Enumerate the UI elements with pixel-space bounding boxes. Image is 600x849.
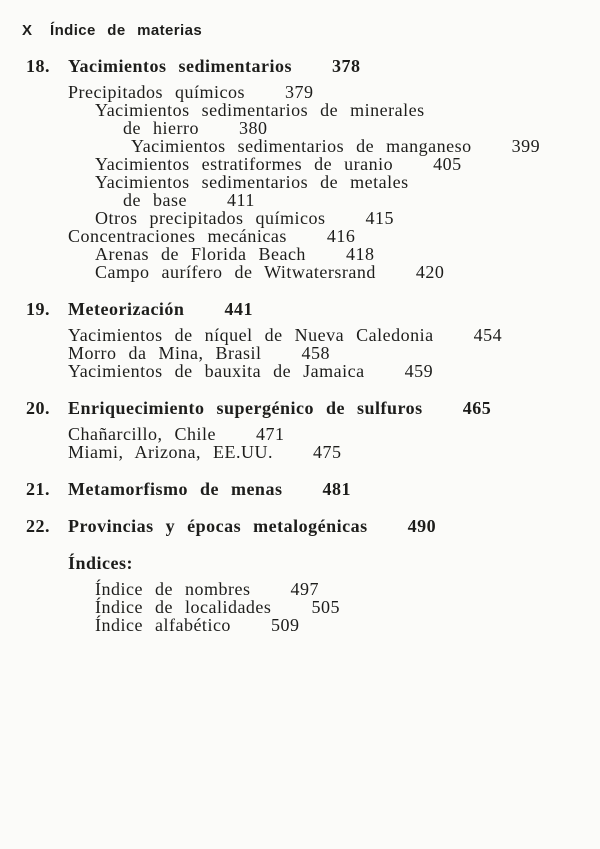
toc-entry-text: Precipitados químicos	[68, 82, 245, 102]
toc-entry-text: Otros precipitados químicos	[95, 208, 326, 228]
toc-page-number: 405	[433, 154, 462, 174]
toc-page-number: 481	[322, 479, 351, 499]
toc-entry-line	[0, 326, 600, 344]
toc-page-number: 475	[312, 442, 342, 462]
toc-entry-text: Índice de nombres	[95, 579, 251, 599]
toc-page-number: 454	[473, 325, 503, 345]
toc-chapter-number: 22.	[26, 516, 50, 536]
toc-chapter-line	[0, 480, 600, 498]
toc-entry-text: Yacimientos estratiformes de uranio	[95, 154, 394, 174]
toc-entry-text: de hierro	[123, 118, 199, 138]
toc-entry-text: Yacimientos de níquel de Nueva Caledonia	[68, 325, 434, 345]
toc-page-number: 380	[238, 118, 268, 138]
toc-entry-line	[0, 173, 600, 191]
toc-subheading-text: Índices:	[68, 553, 134, 573]
running-head	[22, 22, 202, 39]
toc-entry-text: Meteorización	[68, 299, 185, 319]
toc-entry-text: Campo aurífero de Witwatersrand	[95, 262, 376, 282]
toc-entry-line	[0, 425, 600, 443]
toc-page-number: 379	[284, 82, 314, 102]
toc-entry-text: Concentraciones mecánicas	[68, 226, 287, 246]
toc-entry-text: de base	[123, 190, 187, 210]
toc-chapter-line	[0, 57, 600, 75]
toc-chapter-number: 18.	[26, 56, 50, 76]
toc-page-number: 378	[331, 56, 361, 76]
toc-page-number: 459	[404, 361, 434, 381]
toc-page-number: 441	[224, 299, 253, 319]
toc-entry-line	[0, 227, 600, 245]
toc-page-number: 416	[326, 226, 356, 246]
toc-entry-line	[0, 245, 600, 263]
toc-entry-line	[0, 155, 600, 173]
toc-chapter-line	[0, 399, 600, 417]
toc-entry-text: Yacimientos de bauxita de Jamaica	[68, 361, 365, 381]
running-head-title: Índice de materias	[50, 22, 203, 39]
toc-entry-text: Yacimientos sedimentarios	[68, 56, 292, 76]
toc-entry-text: Índice de localidades	[95, 597, 272, 617]
toc-entry-text: Yacimientos sedimentarios de manganeso	[131, 136, 472, 156]
toc-entry-line	[0, 616, 600, 634]
toc-chapter-number: 20.	[26, 398, 50, 418]
toc-entry-text: Enriquecimiento supergénico de sulfuros	[68, 398, 423, 418]
toc-page-number: 415	[365, 208, 394, 228]
toc-entry-line	[0, 83, 600, 101]
toc-entry-text: Morro da Mina, Brasil	[68, 343, 262, 363]
toc-entry-line	[0, 209, 600, 227]
toc-entry-line	[0, 443, 600, 461]
toc-entry-text: Yacimientos sedimentarios de metales	[95, 172, 409, 192]
toc-page-number: 509	[270, 615, 300, 635]
toc-page-number: 471	[255, 424, 285, 444]
toc-page-number: 505	[311, 597, 340, 617]
toc-page-number: 399	[511, 136, 541, 156]
toc-page-number: 411	[226, 190, 255, 210]
toc-page-number: 497	[290, 579, 319, 599]
toc-chapter-number: 21.	[26, 479, 50, 499]
toc-entry-line	[0, 598, 600, 616]
toc-entry-line	[0, 362, 600, 380]
toc-continuation-line	[0, 119, 600, 137]
toc-entry-line	[0, 580, 600, 598]
toc-entry-line	[0, 263, 600, 281]
toc-entry-line	[0, 101, 600, 119]
toc-subheading-line	[0, 554, 600, 572]
toc-page-number: 465	[462, 398, 492, 418]
toc-entry-text: Miami, Arizona, EE.UU.	[68, 442, 273, 462]
toc-page-number: 490	[407, 516, 437, 536]
toc-page-number: 418	[345, 244, 375, 264]
toc-entry-text: Provincias y épocas metalogénicas	[68, 516, 368, 536]
toc-page-number: 420	[415, 262, 445, 282]
running-head-page-number: X	[22, 22, 33, 39]
toc-entry-text: Arenas de Florida Beach	[95, 244, 306, 264]
toc-continuation-line	[0, 191, 600, 209]
toc-entry-text: Metamorfismo de menas	[68, 479, 283, 499]
toc-chapter-line	[0, 300, 600, 318]
toc-entry-text: Chañarcillo, Chile	[68, 424, 216, 444]
toc-entry-text: Índice alfabético	[95, 615, 231, 635]
toc-chapter-number: 19.	[26, 299, 50, 319]
table-of-contents	[0, 57, 600, 634]
toc-page-number: 458	[301, 343, 330, 363]
toc-chapter-line	[0, 517, 600, 535]
toc-entry-line	[0, 137, 600, 155]
toc-entry-line	[0, 344, 600, 362]
toc-entry-text: Yacimientos sedimentarios de minerales	[95, 100, 425, 120]
